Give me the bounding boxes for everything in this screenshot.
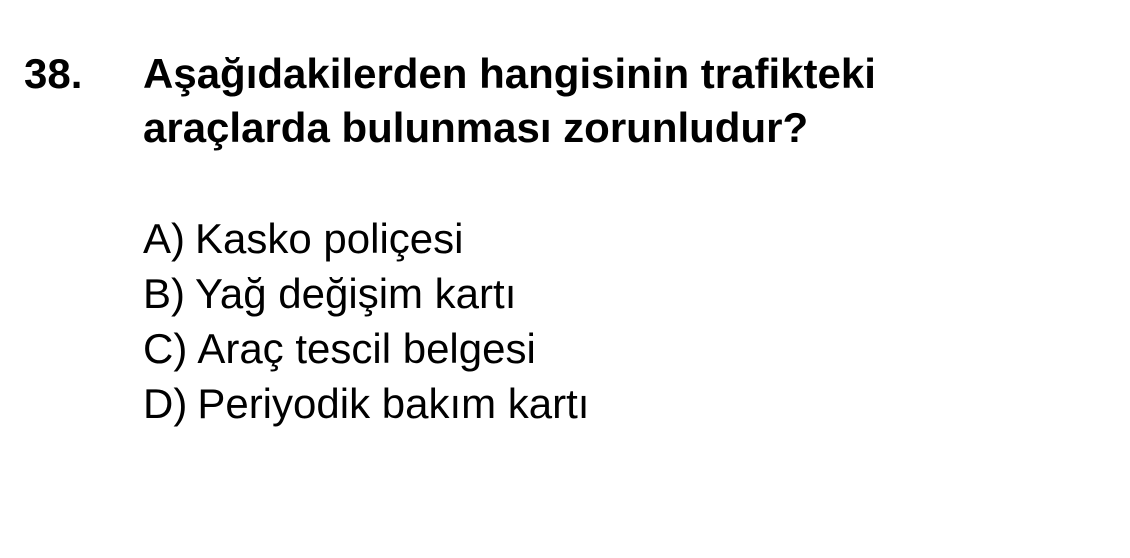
question-number: 38. xyxy=(24,50,83,97)
question-stem-line-1: Aşağıdakilerden hangisinin trafikteki xyxy=(143,50,876,97)
option-b-letter: B) xyxy=(143,270,185,317)
question-stem xyxy=(143,47,1103,155)
option-c-text: Araç tescil belgesi xyxy=(197,325,536,372)
option-c-letter: C) xyxy=(143,325,188,372)
option-b-text: Yağ değişim kartı xyxy=(195,270,517,317)
option-a-text: Kasko poliçesi xyxy=(195,215,464,262)
option-c xyxy=(143,321,1043,376)
option-a xyxy=(143,211,1043,266)
option-d xyxy=(143,376,1043,431)
option-b xyxy=(143,266,1043,321)
option-d-letter: D) xyxy=(143,380,188,427)
option-d-text: Periyodik bakım kartı xyxy=(197,380,590,427)
option-a-letter: A) xyxy=(143,215,185,262)
answer-options xyxy=(143,211,1043,431)
question-stem-line-2: araçlarda bulunması zorunludur? xyxy=(143,104,809,151)
